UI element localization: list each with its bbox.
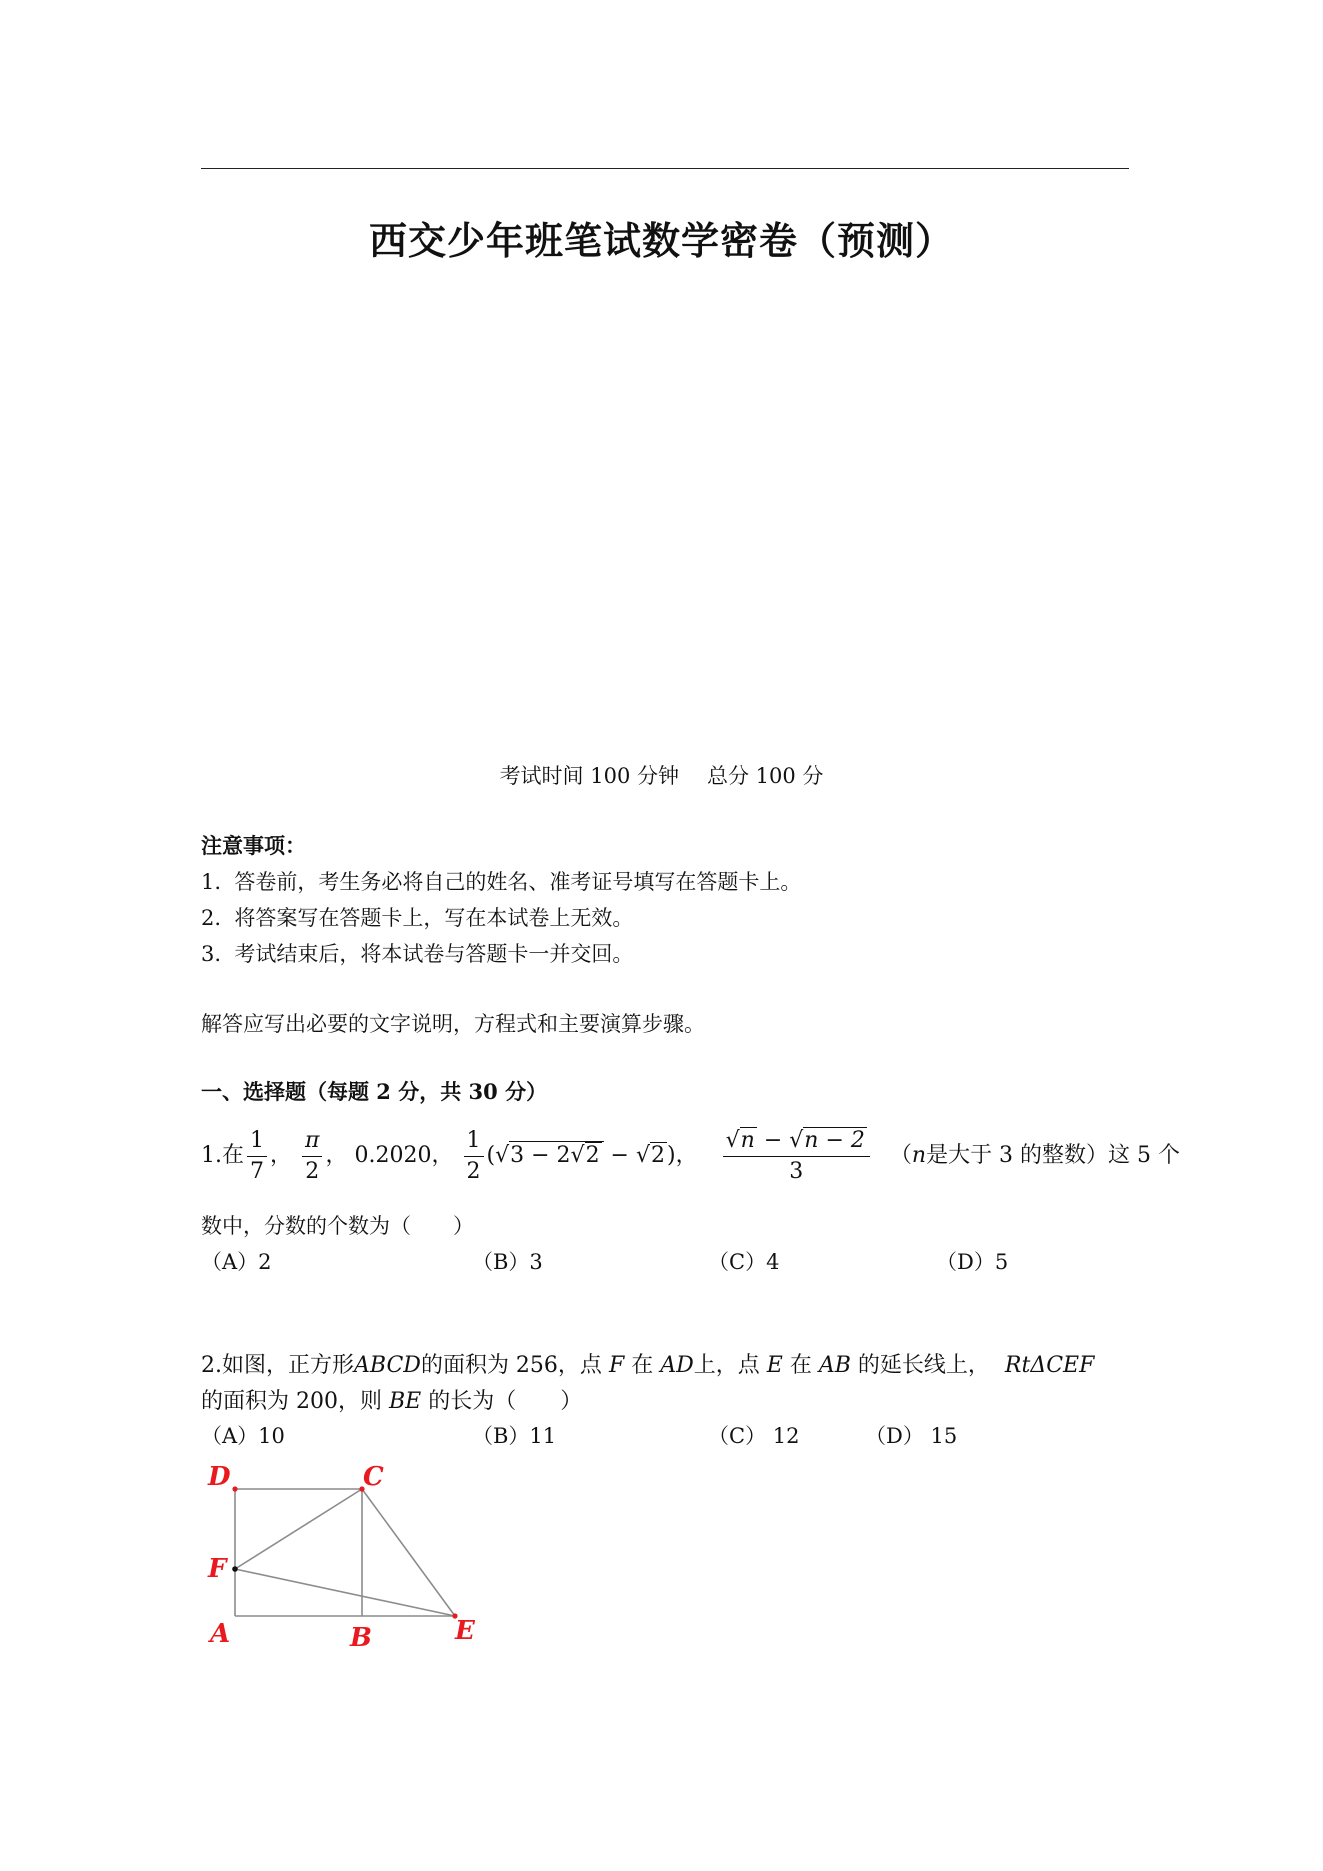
- question-2-line1: 2.如图，正方形ABCD的面积为 256，点 F 在 AD上，点 E 在 AB 的延长线上， RtΔCEF: [201, 1353, 1095, 1378]
- square-geometry-figure: [195, 1455, 495, 1655]
- point-d: [232, 1486, 237, 1491]
- note-number: 1.: [201, 870, 222, 894]
- label-e: E: [455, 1616, 475, 1646]
- page-title: 西交少年班笔试数学密卷（预测）: [368, 218, 954, 263]
- radical-expression: (√3 − 2√2 − √2): [486, 1143, 676, 1169]
- note-item: [201, 938, 633, 968]
- total-score: 总分 100 分: [707, 764, 824, 788]
- q1-option-a: （A）2: [201, 1250, 272, 1274]
- q2-option-c: （C） 12: [708, 1424, 800, 1448]
- exam-meta: [0, 760, 1323, 790]
- fraction-radical-difference: $\frac{√n - √n - 2}{3}$: [723, 1126, 870, 1186]
- label-d: D: [208, 1462, 231, 1492]
- note-item: [201, 866, 801, 896]
- q2-option-d: （D） 15: [865, 1424, 958, 1448]
- q1-option-d: （D）5: [936, 1250, 1009, 1274]
- segment-fc: [235, 1489, 362, 1569]
- label-f: F: [208, 1554, 227, 1584]
- note-text: 考试结束后，将本试卷与答题卡一并交回。: [234, 942, 634, 966]
- question-1-line2: 数中，分数的个数为（ ）: [201, 1214, 474, 1238]
- point-f: [232, 1566, 238, 1572]
- q1-prefix: 1.在: [201, 1143, 244, 1169]
- label-c: C: [363, 1462, 384, 1492]
- exam-time: 考试时间 100 分钟: [499, 764, 679, 788]
- segment-fe: [235, 1569, 455, 1616]
- fraction-pi-half: $\frac{\pi}{2}$: [302, 1126, 322, 1186]
- q1-suffix: 是大于 3 的整数）这 5 个: [926, 1143, 1181, 1169]
- section-heading: 一、选择题（每题 2 分，共 30 分）: [201, 1079, 548, 1104]
- note-number: 3.: [201, 942, 222, 966]
- fraction-one-seventh: $\frac{1}{7}$: [247, 1126, 267, 1186]
- q2-option-b: （B）11: [472, 1424, 557, 1448]
- note-item: [201, 902, 633, 932]
- q2-option-a: （A）10: [201, 1424, 285, 1448]
- notes-heading: 注意事项：: [201, 833, 306, 858]
- note-text: 答卷前，考生务必将自己的姓名、准考证号填写在答题卡上。: [234, 870, 802, 894]
- decimal-value: 0.2020: [354, 1143, 432, 1169]
- fraction-half: $\frac{1}{2}$: [464, 1126, 484, 1186]
- segment-ce: [362, 1489, 455, 1616]
- label-b: B: [350, 1623, 372, 1653]
- q1-option-c: （C）4: [708, 1250, 780, 1274]
- note-number: 2.: [201, 906, 222, 930]
- question-2-line2: 的面积为 200，则 BE 的长为（ ）: [201, 1389, 583, 1414]
- question-1-stem: 1.在 $\frac{1}{7}$ ， $\frac{\pi}{2}$ ， 0.2020， $\frac{1}{2}$ (√3 − 2√2 − √2)， $\frac{√n - √n - 2}{3}$ （n是大于 3 的整数）这 5 个: [201, 1126, 1180, 1186]
- instruction: 解答应写出必要的文字说明，方程式和主要演算步骤。: [201, 1012, 705, 1036]
- q1-option-b: （B）3: [472, 1250, 543, 1274]
- header-rule: [201, 168, 1129, 169]
- note-text: 将答案写在答题卡上，写在本试卷上无效。: [234, 906, 634, 930]
- label-a: A: [210, 1619, 231, 1649]
